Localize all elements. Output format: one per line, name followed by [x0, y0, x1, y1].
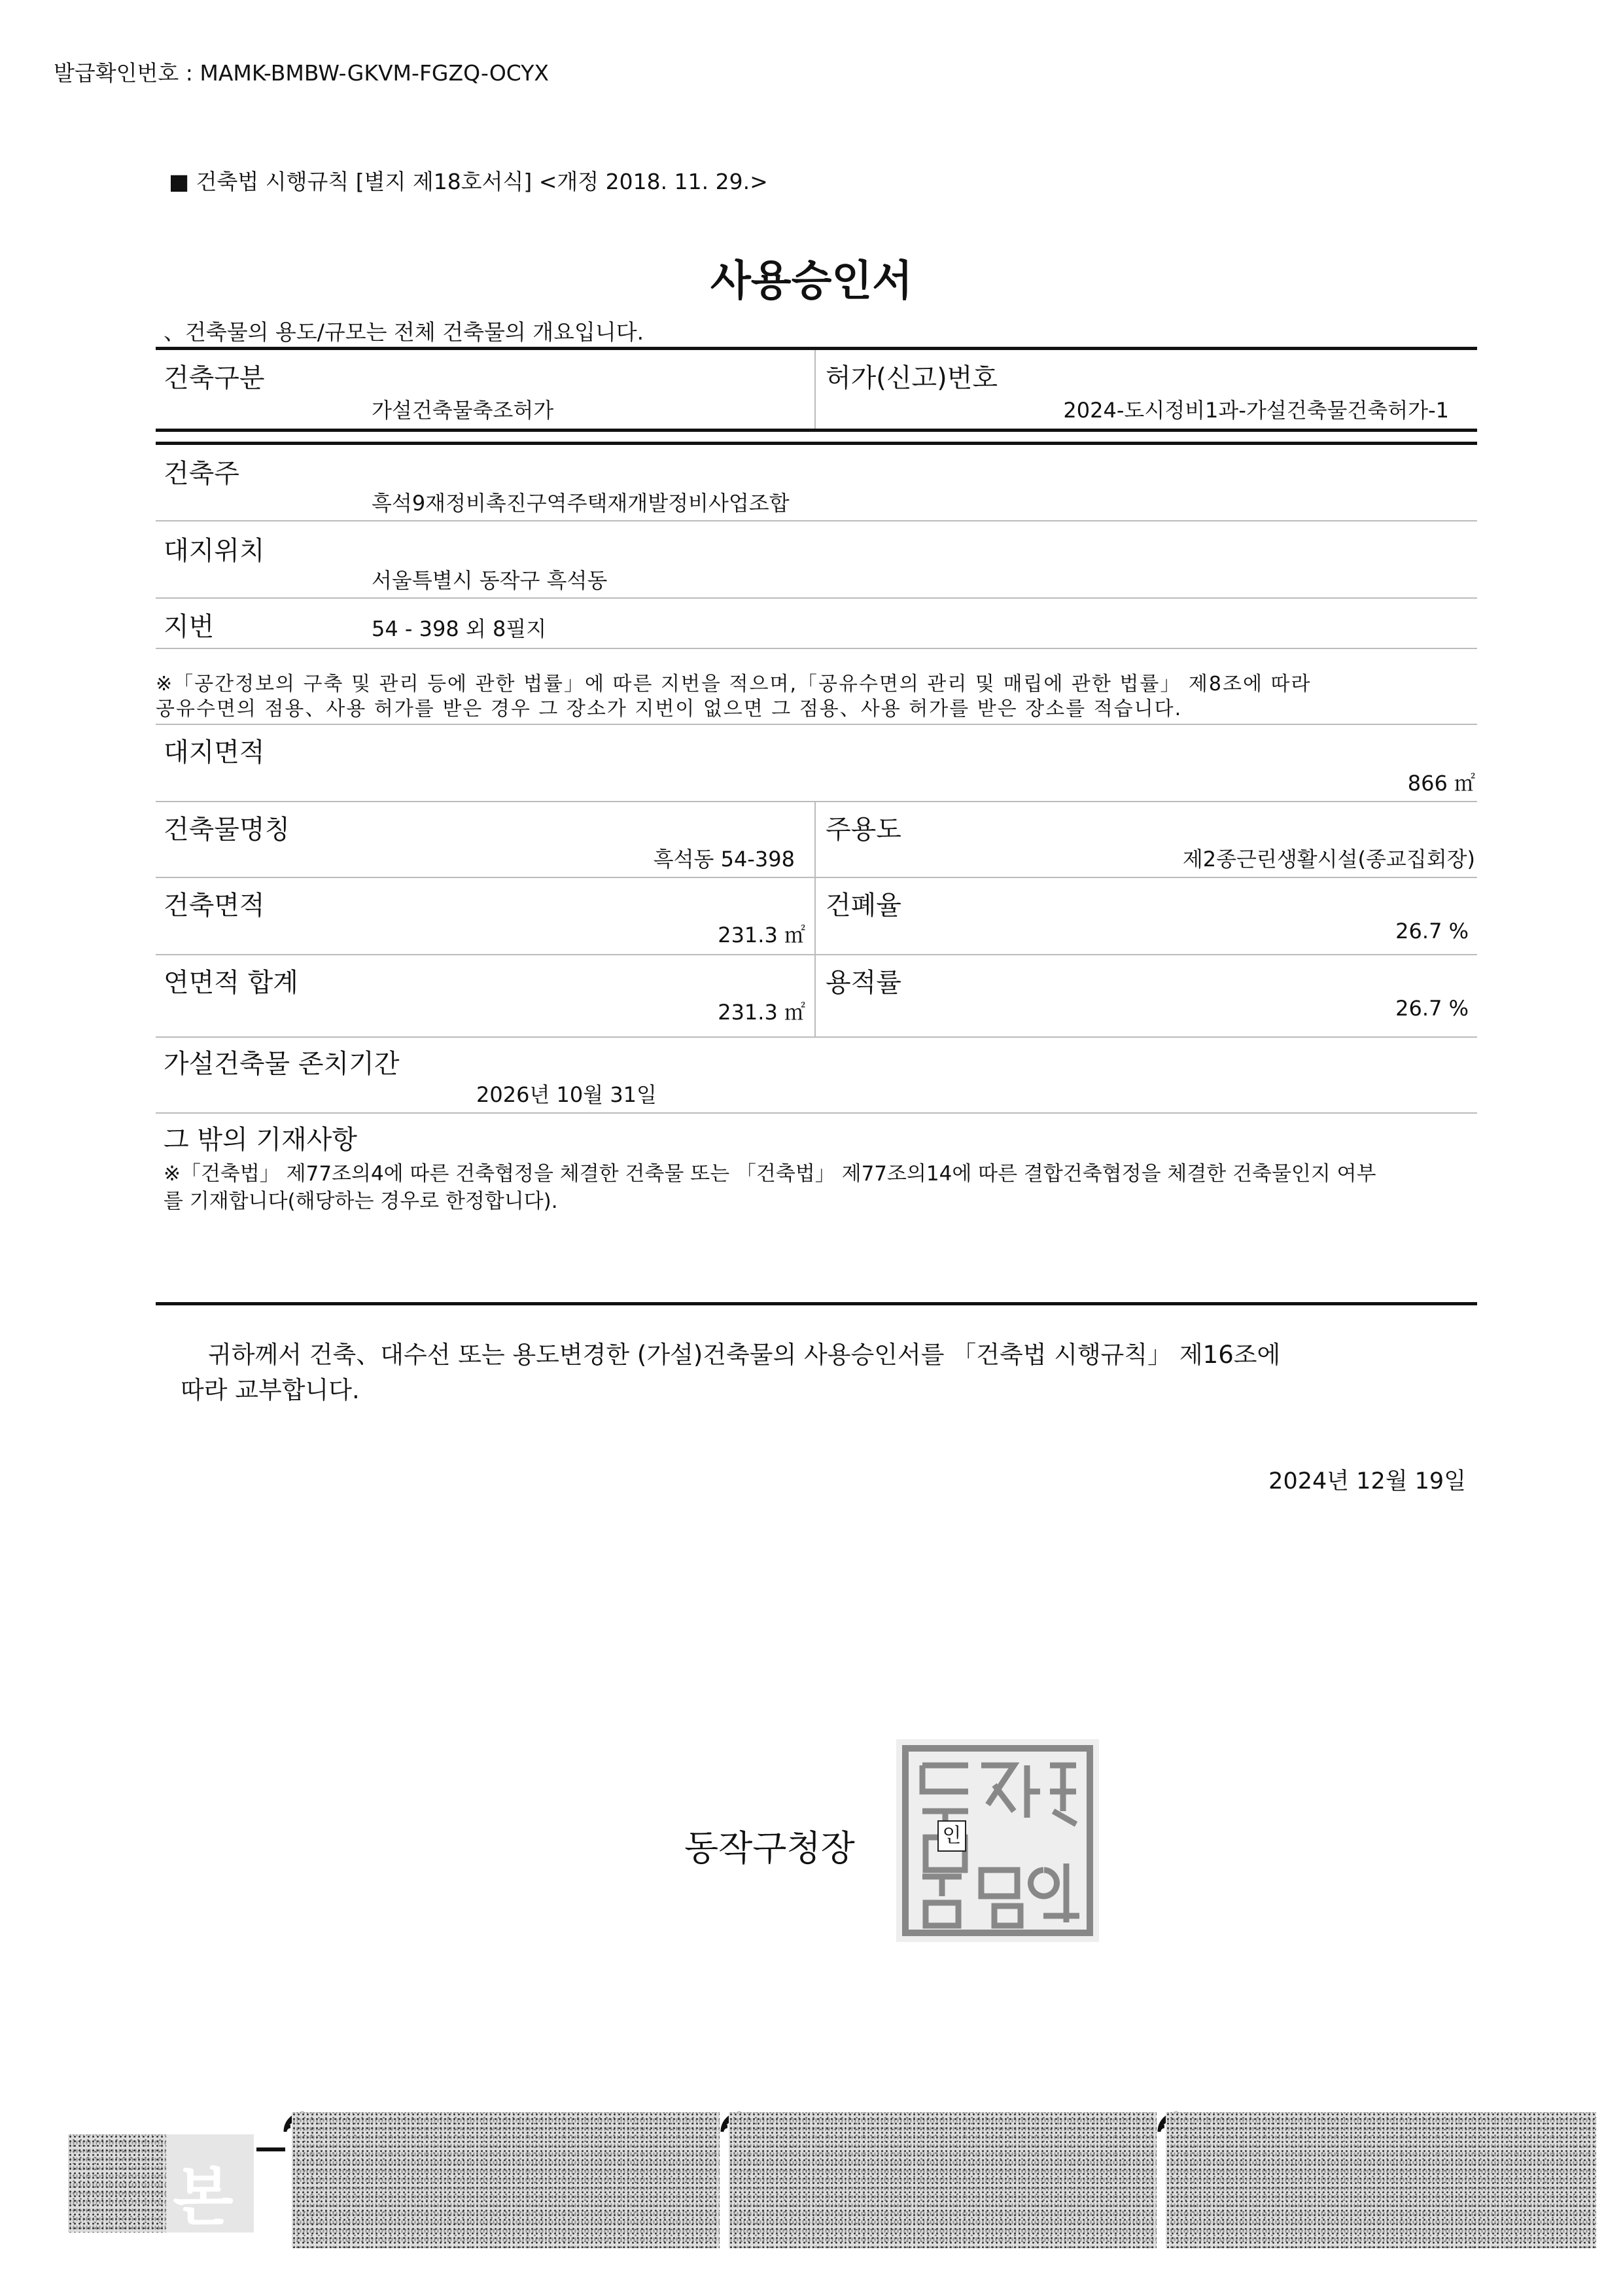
- floor-area-ratio-label: 용적률: [826, 968, 901, 998]
- building-name-value: 흑석동 54-398: [653, 847, 795, 872]
- watermark-pattern: [68, 2134, 166, 2233]
- rule: [156, 1112, 1477, 1114]
- barcode-1: [292, 2112, 720, 2248]
- seal-mark: 인: [937, 1820, 966, 1852]
- rule-top: [156, 347, 1477, 350]
- building-area-value: 231.3 ㎡: [718, 923, 805, 947]
- footer-dash: [256, 2147, 285, 2151]
- coverage-ratio-label: 건폐율: [826, 891, 901, 921]
- rule-section-2: [156, 442, 1477, 445]
- lot-note-line-2: 공유수면의 점용、사용 허가를 받은 경우 그 장소가 지번이 없으면 그 점용、사용 허가를 받은 장소를 적습니다.: [156, 698, 1183, 720]
- rule: [156, 1036, 1477, 1038]
- barcode-2: [729, 2112, 1157, 2248]
- site-label: 대지위치: [164, 536, 265, 566]
- barcode-3: [1166, 2112, 1596, 2248]
- official-seal: [896, 1739, 1099, 1942]
- site-area-label: 대지면적: [164, 737, 265, 768]
- seal-graphic: [896, 1739, 1099, 1942]
- other-note-line-1: ※「건축법」 제77조의4에 따른 건축협정을 체결한 건축물 또는 「건축법」 제77조의14에 따른 결합건축협정을 체결한 건축물인지 여부: [164, 1162, 1376, 1186]
- building-type-value: 가설건축물축조허가: [372, 398, 554, 423]
- building-type-label: 건축구분: [164, 363, 265, 393]
- page-title: 사용승인서: [710, 257, 913, 306]
- rule: [156, 954, 1477, 955]
- rule: [156, 520, 1477, 521]
- other-notes-label: 그 밖의 기재사항: [164, 1125, 357, 1155]
- main-use-label: 주용도: [826, 815, 901, 845]
- building-name-label: 건축물명칭: [164, 815, 290, 845]
- issuer-name: 동작구청장: [684, 1828, 855, 1869]
- site-area-value: 866 ㎡: [1407, 771, 1475, 796]
- column-divider: [814, 802, 816, 1036]
- column-divider: [814, 350, 816, 429]
- floor-area-label: 연면적 합계: [164, 968, 298, 998]
- statement-line-2: 따라 교부합니다.: [181, 1376, 360, 1404]
- lot-note-line-1: ※「공간정보의 구축 및 관리 등에 관한 법률」에 따른 지번을 적으며,「공유수면의 관리 및 매립에 관한 법률」 제8조에 따라: [156, 673, 1312, 696]
- floor-area-ratio-value: 26.7 %: [1395, 996, 1469, 1021]
- statement-line-1: 귀하께서 건축、대수선 또는 용도변경한 (가설)건축물의 사용승인서를 「건축법 시행규칙」 제16조에: [208, 1341, 1281, 1369]
- watermark-badge: [68, 2134, 254, 2233]
- other-note-line-2: 를 기재합니다(해당하는 경우로 한정합니다).: [164, 1190, 558, 1213]
- coverage-ratio-value: 26.7 %: [1395, 919, 1469, 944]
- rule-bottom: [156, 1302, 1477, 1305]
- rule: [156, 648, 1477, 649]
- rule: [156, 724, 1477, 725]
- rule: [156, 597, 1477, 599]
- rule: [156, 801, 1477, 802]
- building-area-label: 건축면적: [164, 891, 265, 921]
- site-value: 서울특별시 동작구 흑석동: [372, 568, 608, 593]
- permit-number-value: 2024-도시정비1과-가설건축물건축허가-1: [1063, 398, 1449, 423]
- floor-area-value: 231.3 ㎡: [718, 1000, 805, 1025]
- owner-label: 건축주: [164, 459, 239, 489]
- duration-label: 가설건축물 존치기간: [164, 1049, 400, 1079]
- permit-number-label: 허가(신고)번호: [826, 363, 998, 393]
- duration-value: 2026년 10월 31일: [476, 1082, 657, 1107]
- rule: [156, 877, 1477, 878]
- lot-value: 54 - 398 외 8필지: [372, 616, 547, 641]
- watermark-text: 본: [173, 2161, 234, 2234]
- issue-date: 2024년 12월 19일: [1268, 1468, 1466, 1494]
- rule-section: [156, 429, 1477, 432]
- owner-value: 흑석9재정비촉진구역주택재개발정비사업조합: [372, 491, 790, 516]
- main-use-value: 제2종근린생활시설(종교집회장): [1182, 847, 1475, 872]
- issue-number: 발급확인번호 : MAMK-BMBW-GKVM-FGZQ-OCYX: [54, 60, 550, 86]
- lot-label: 지번: [164, 612, 215, 642]
- scope-note: 、건축물의 용도/규모는 전체 건축물의 개요입니다.: [164, 319, 644, 345]
- form-reference: ■ 건축법 시행규칙 [별지 제18호서식] <개정 2018. 11. 29.>: [169, 169, 768, 194]
